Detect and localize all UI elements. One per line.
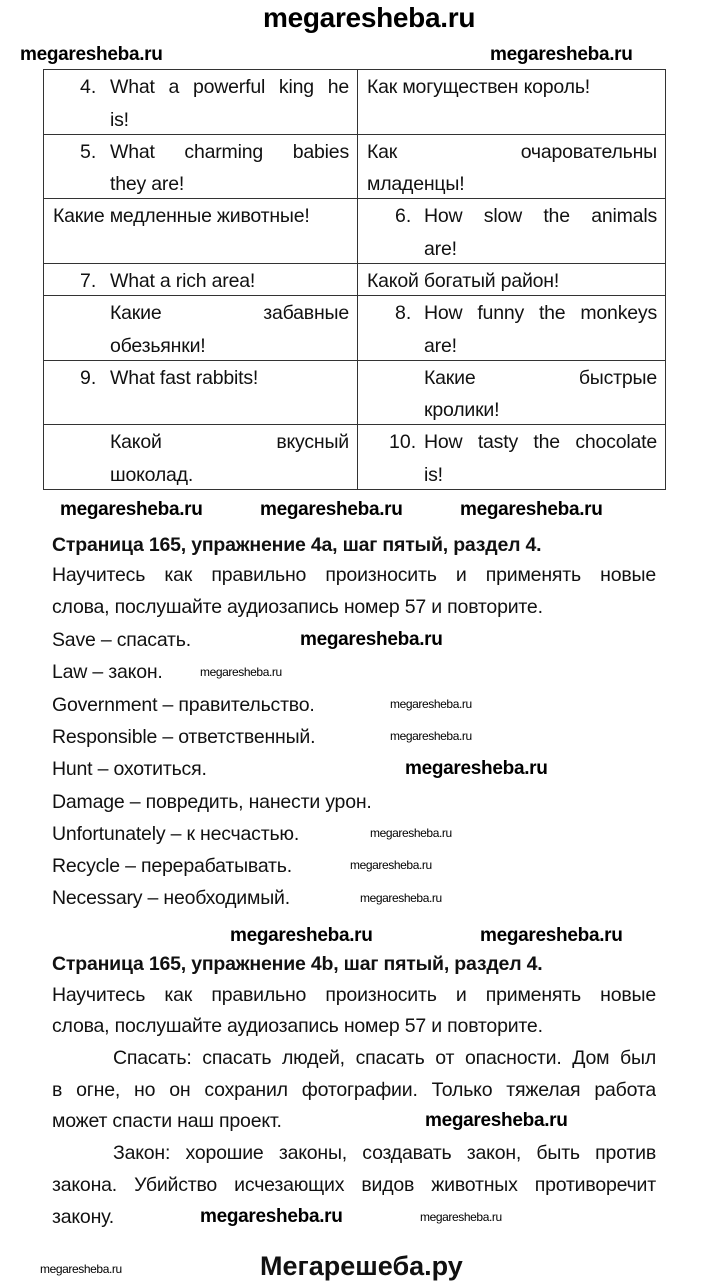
watermark: megaresheba.ru [480,925,623,946]
item-number: 8. [395,302,412,324]
table-cell-right [358,70,666,134]
vocabulary-item: Save – спасать. [52,629,191,651]
translation-table [43,69,666,490]
cell-text: is! [424,463,443,486]
paragraph-line: закона. Убийство исчезающих видов животных противоречит [52,1174,656,1196]
watermark: megaresheba.ru [420,1210,502,1224]
watermark: megaresheba.ru [360,891,442,905]
cell-text: Какой вкусный [110,431,349,453]
paragraph-line: в огне, но он сохранил фотографии. Только тяжелая работа [52,1079,656,1101]
table-cell-right [358,361,666,425]
item-number: 4. [80,76,97,98]
watermark: megaresheba.ru [460,499,603,520]
table-cell-right [358,135,666,199]
cell-text: шоколад. [110,463,194,486]
table-cell-left [44,425,358,489]
cell-text: Какие быстрые [424,366,657,389]
cell-text: кролики! [424,399,500,421]
table-row [44,135,666,200]
vocabulary-item: Hunt – охотиться. [52,758,207,781]
section-heading: Страница 165, упражнение 4b, шаг пятый, раздел 4. [52,953,543,975]
watermark: megaresheba.ru [60,499,203,520]
intro-line: слова, послушайте аудиозапись номер 57 и повторите. [52,596,543,618]
footer-brand: Мегарешеба.ру [260,1251,463,1281]
table-cell-left [44,264,358,296]
vocabulary-item: Necessary – необходимый. [52,887,290,910]
watermark: megaresheba.ru [490,44,633,65]
watermark: megaresheba.ru [40,1262,122,1276]
paragraph-line: Закон: хорошие законы, создавать закон, быть против [113,1142,656,1164]
table-cell-right [358,425,666,489]
watermark: megaresheba.ru [200,1206,343,1227]
watermark: megaresheba.ru [20,44,163,65]
watermark: megaresheba.ru [230,925,373,946]
cell-text: What a powerful king he [110,76,349,98]
intro-line: Научитесь как правильно произносить и применять новые [52,984,656,1006]
paragraph-line: может спасти наш проект. [52,1110,282,1132]
item-number: 6. [395,205,412,227]
table-cell-left [44,135,358,199]
table-cell-left [44,199,358,263]
watermark: megaresheba.ru [390,729,472,743]
cell-text: are! [424,237,457,260]
item-number: 5. [80,140,97,163]
paragraph-line: закону. [52,1206,114,1228]
watermark: megaresheba.ru [300,629,443,650]
table-cell-left [44,361,358,425]
table-cell-right [358,199,666,263]
cell-text: How funny the monkeys [424,302,657,324]
cell-text: обезьянки! [110,334,206,357]
table-row [44,264,666,297]
watermark: megaresheba.ru [370,826,452,840]
item-number: 10. [389,431,417,453]
cell-text: Какие медленные животные! [53,205,310,227]
watermark: megaresheba.ru [260,499,403,520]
watermark: megaresheba.ru [405,758,548,779]
table-row [44,361,666,426]
cell-text: Как очаровательны [367,140,657,163]
intro-line: Научитесь как правильно произносить и применять новые [52,564,656,586]
cell-text: младенцы! [367,173,465,195]
table-cell-right [358,264,666,296]
vocabulary-item: Unfortunately – к несчастью. [52,822,300,845]
watermark: megaresheba.ru [390,697,472,711]
cell-text: What fast rabbits! [110,366,259,389]
cell-text: they are! [110,173,185,195]
site-header: megaresheba.ru [263,2,476,33]
cell-text: Какой богатый район! [367,269,560,292]
cell-text: How tasty the chocolate [424,431,657,453]
table-row [44,425,666,490]
vocabulary-item: Responsible – ответственный. [52,725,316,748]
cell-text: What charming babies [110,140,349,163]
vocabulary-item: Damage – повредить, нанести урон. [52,790,372,813]
table-row [44,199,666,264]
cell-text: is! [110,108,129,131]
paragraph-line: Спасать: спасать людей, спасать от опасности. Дом был [113,1047,656,1069]
intro-line: слова, послушайте аудиозапись номер 57 и повторите. [52,1015,543,1037]
item-number: 7. [80,269,97,292]
cell-text: How slow the animals [424,205,657,227]
table-row [44,296,666,361]
vocabulary-item: Law – закон. [52,661,163,684]
table-cell-right [358,296,666,360]
vocabulary-item: Government – правительство. [52,693,315,716]
watermark: megaresheba.ru [425,1110,568,1131]
table-cell-left [44,296,358,360]
vocabulary-item: Recycle – перерабатывать. [52,855,292,878]
cell-text: are! [424,334,457,357]
section-heading: Страница 165, упражнение 4а, шаг пятый, раздел 4. [52,534,542,556]
table-cell-left [44,70,358,134]
cell-text: Как могуществен король! [367,76,591,98]
watermark: megaresheba.ru [200,665,282,679]
cell-text: What a rich area! [110,269,256,292]
item-number: 9. [80,366,97,389]
watermark: megaresheba.ru [350,858,432,872]
cell-text: Какие забавные [110,302,349,324]
table-row [44,70,666,135]
